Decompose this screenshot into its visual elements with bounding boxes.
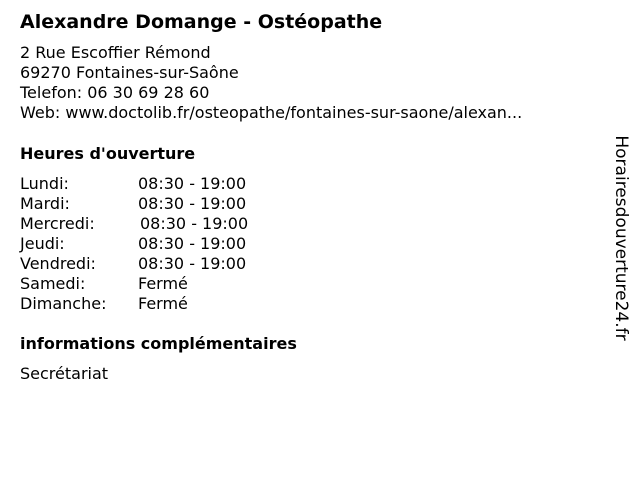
additional-info-text: Secrétariat <box>20 364 109 383</box>
site-watermark: Horairesdouverture24.fr <box>611 135 631 341</box>
day-hours: Fermé <box>138 274 188 293</box>
day-hours: 08:30 - 19:00 <box>138 234 247 253</box>
hours-row-friday <box>20 254 248 274</box>
day-label: Mardi: <box>20 194 70 213</box>
hours-row-wednesday <box>20 214 248 234</box>
day-hours: Fermé <box>138 294 188 313</box>
day-label: Samedi: <box>20 274 86 293</box>
day-label: Jeudi: <box>20 234 65 253</box>
contact-block <box>20 43 522 123</box>
day-label: Vendredi: <box>20 254 96 273</box>
day-label: Mercredi: <box>20 214 95 233</box>
business-name: Alexandre Domange - Ostéopathe <box>20 11 383 33</box>
day-label: Lundi: <box>20 174 69 193</box>
opening-hours-table <box>20 174 248 314</box>
day-label: Dimanche: <box>20 294 107 313</box>
city-address: 69270 Fontaines-sur-Saône <box>20 63 239 82</box>
hours-row-tuesday <box>20 194 248 214</box>
day-hours: 08:30 - 19:00 <box>138 194 247 213</box>
day-hours: 08:30 - 19:00 <box>140 214 249 233</box>
hours-row-thursday <box>20 234 248 254</box>
day-hours: 08:30 - 19:00 <box>138 254 247 273</box>
phone-number[interactable]: Telefon: 06 30 69 28 60 <box>20 83 210 102</box>
hours-row-saturday <box>20 274 248 294</box>
additional-info-title: informations complémentaires <box>20 334 297 353</box>
hours-row-monday <box>20 174 248 194</box>
website-link[interactable]: Web: www.doctolib.fr/osteopathe/fontaines-sur-saone/alexan... <box>20 103 523 122</box>
street-address: 2 Rue Escoffier Rémond <box>20 43 211 62</box>
day-hours: 08:30 - 19:00 <box>138 174 247 193</box>
hours-row-sunday <box>20 294 248 314</box>
opening-hours-title: Heures d'ouverture <box>20 144 196 163</box>
